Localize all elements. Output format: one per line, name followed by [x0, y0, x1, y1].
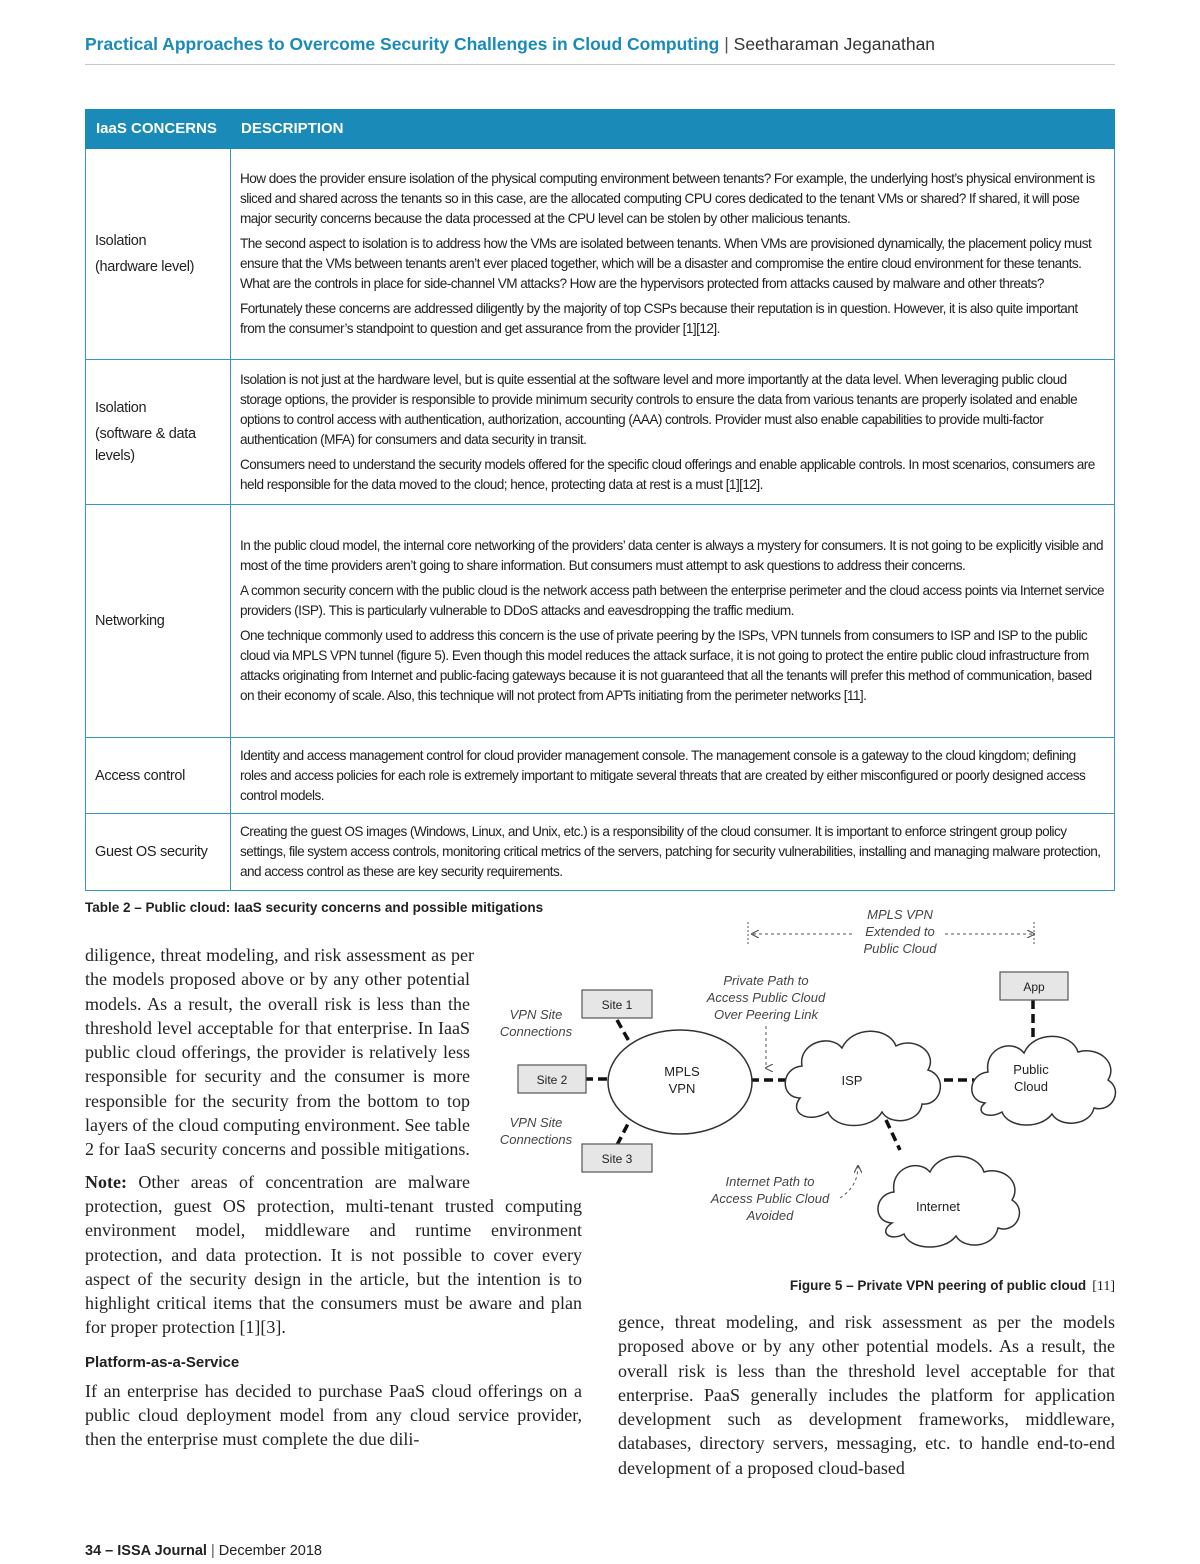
- svg-text:VPN Site: VPN Site: [509, 1007, 563, 1022]
- svg-text:Internet Path to: Internet Path to: [725, 1174, 815, 1189]
- mpls-extended-label: [864, 907, 938, 956]
- svg-text:Over Peering Link: Over Peering Link: [713, 1007, 819, 1022]
- isp-cloud-node: [785, 1031, 940, 1125]
- description-paragraph: Isolation is not just at the hardware level, but is quite essential at the software level and more importantly at the data level. When leveraging public cloud storage options, the provider is responsible to provide minimum security controls to ensure the data from various tenants are properly isolated and enable options to control access with authentication, authorization, accounting (AAA) controls. Provider must also enable capabilities to provide multi-factor authentication (MFA) for consumers and data security in transit.: [240, 371, 1078, 447]
- description-cell: [231, 360, 1115, 505]
- running-header: [85, 34, 1115, 65]
- concern-label: Isolation: [95, 400, 147, 416]
- description-paragraph: Consumers need to understand the security models offered for the specific cloud offerings and enable applicable controls. In most scenarios, consumers are held responsible for the data moved to the cloud; hence, protecting data at rest is a must [1][12].: [240, 456, 1095, 492]
- svg-text:VPN: VPN: [668, 1081, 696, 1096]
- svg-text:Site 3: Site 3: [601, 1152, 633, 1166]
- svg-text:Cloud: Cloud: [1014, 1079, 1048, 1094]
- svg-text:Avoided: Avoided: [746, 1208, 794, 1223]
- private-path-label: [706, 973, 826, 1022]
- concern-label: Access control: [95, 767, 186, 784]
- description-paragraph: How does the provider ensure isolation of the physical computing environment between tenants? For example, the underlying host’s physical environment is sliced and shared across the tenants so in this case, are the allocated computing CPU cores dedicated to the tenant VMs or shared? If shared, it will pose major security concerns because the data processed at the CPU level can be stolen by other malicious tenants.: [240, 171, 1095, 226]
- app-box: [1000, 972, 1068, 1000]
- column-header-description: DESCRIPTION: [231, 110, 1115, 149]
- figure-caption-text: Figure 5 – Private VPN peering of public cloud: [789, 1278, 1087, 1293]
- concern-label: Networking: [95, 613, 165, 629]
- description-paragraph: In the public cloud model, the internal core networking of the providers’ data center is always a mystery for consumers. It is not going to be explicitly visible and most of the time providers aren’t going to share information. But consumers must attempt to ask questions to address their concerns.: [240, 538, 1104, 573]
- section-heading: Platform-as-a-Service: [85, 1353, 240, 1371]
- description-cell: [231, 738, 1115, 814]
- concern-cell: [86, 360, 231, 505]
- svg-text:MPLS: MPLS: [664, 1064, 700, 1079]
- iaas-concerns-table: [85, 109, 1115, 891]
- description-paragraph: One technique commonly used to address this concern is the use of private peering by the ISPs, VPN tunnels from consumers to ISP and ISP to the public cloud via MPLS VPN tunnel (figure 5). Even though this model reduces the attack surface, it is not going to protect the entire public cloud infrastructure from attacks originating from Internet and public-facing gateways because it is not guaranteed that all the tenants will prefer this method of communication, based on their economy of scale. Also, this technique will not protect from APTs initiating from the perimeter networks [11].: [240, 628, 1092, 703]
- right-column: [618, 1310, 1115, 1480]
- table-header-row: [86, 110, 1115, 149]
- table-row: [86, 814, 1115, 891]
- svg-text:Access Public Cloud: Access Public Cloud: [710, 1191, 830, 1206]
- concern-label: Guest OS security: [95, 844, 208, 860]
- internet-cloud-node: [878, 1156, 1020, 1247]
- svg-text:Site 1: Site 1: [601, 998, 633, 1012]
- svg-text:Public Cloud: Public Cloud: [863, 941, 937, 956]
- figure-caption: [790, 1278, 1115, 1295]
- description-paragraph: Fortunately these concerns are addressed diligently by the majority of top CSPs because their reputation is in question. However, it is also quite important from the consumer’s standpoint to question and get assurance from the provider [1][12].: [240, 301, 1078, 336]
- concern-label: Isolation: [95, 233, 147, 249]
- concern-cell: [86, 505, 231, 738]
- link-site1-mpls: [617, 1020, 630, 1043]
- note-label: Note:: [85, 1171, 127, 1192]
- footer-separator: |: [206, 1543, 219, 1559]
- body-paragraph: gence, threat modeling, and risk assessment as per the models proposed above or by any other potential models. As a result, the overall risk is less than the threshold level acceptable for that enterprise. PaaS generally includes the platform for application development such as development frameworks, middleware, databases, directory servers, messaging, etc. to handle end-to-end development of a proposed cloud-based: [618, 1312, 1115, 1478]
- page-footer: [85, 1543, 322, 1559]
- internet-path-label: [710, 1174, 830, 1223]
- concern-cell: [86, 149, 231, 360]
- site-1-box: [582, 990, 652, 1018]
- intro-text: diligence, threat modeling, and risk assessment as per the models proposed above or by any other potential models. As a result, the overall risk is less than the threshold level acceptable for that enterprise. In IaaS public cloud offerings, the provider is relatively less responsible for security and the consumer is more responsible for the security from the bottom to top layers of the cloud computing environment. See table 2 for IaaS security concerns and possible mitigations.: [85, 945, 474, 1160]
- concern-cell: [86, 814, 231, 891]
- page-number-label: 34 – ISSA Journal: [85, 1543, 207, 1559]
- concern-cell: [86, 738, 231, 814]
- svg-text:App: App: [1023, 980, 1045, 994]
- vpn-site-label-top: [500, 1007, 573, 1039]
- vpn-peering-diagram: [490, 898, 1130, 1278]
- svg-text:MPLS VPN: MPLS VPN: [867, 907, 933, 922]
- svg-text:VPN Site: VPN Site: [509, 1115, 563, 1130]
- concern-sublabel: (software & data levels): [95, 426, 196, 464]
- link-site3-mpls: [617, 1120, 630, 1145]
- svg-text:Access Public Cloud: Access Public Cloud: [706, 990, 826, 1005]
- description-paragraph: Creating the guest OS images (Windows, Linux, and Unix, etc.) is a responsibility of the cloud consumer. It is important to enforce stringent group policy settings, file system access controls, monitoring critical metrics of the servers, patching for security vulnerabilities, installing and managing malware protection, and access control as these are key security requirements.: [240, 824, 1101, 879]
- svg-text:Site 2: Site 2: [536, 1073, 568, 1087]
- description-cell: [231, 149, 1115, 360]
- article-author: Seetharaman Jeganathan: [733, 34, 936, 54]
- svg-text:Connections: Connections: [499, 1132, 573, 1147]
- body-paragraph: If an enterprise has decided to purchase PaaS cloud offerings on a public cloud deployment model from any cloud service provider, then the enterprise must complete the due dili-: [85, 1380, 582, 1450]
- description-paragraph: A common security concern with the public cloud is the network access path between the enterprise perimeter and the cloud access points via Internet service providers (ISP). This is particularly vulnerable to DDoS attacks and eavesdropping the traffic medium.: [240, 583, 1104, 618]
- table-row: [86, 360, 1115, 505]
- site-2-box: [518, 1065, 586, 1093]
- internet-path-arrow: [840, 1166, 858, 1198]
- mpls-vpn-node: [608, 1030, 752, 1134]
- table-row: [86, 505, 1115, 738]
- column-header-concerns: IaaS CONCERNS: [86, 110, 231, 149]
- description-cell: [231, 505, 1115, 738]
- vpn-site-label-bottom: [500, 1115, 573, 1147]
- svg-text:Extended to: Extended to: [865, 924, 935, 939]
- site-3-box: [582, 1144, 652, 1172]
- svg-text:Private Path to: Private Path to: [723, 973, 809, 988]
- header-separator: |: [719, 34, 734, 54]
- table-row: [86, 149, 1115, 360]
- issue-date: December 2018: [218, 1543, 322, 1559]
- description-paragraph: The second aspect to isolation is to address how the VMs are isolated between tenants. When VMs are provisioned dynamically, the placement policy must ensure that the VMs between tenants aren’t ever placed together, which will be a disaster and compromise the entire cloud environment for these tenants. What are the controls in place for side-channel VM attacks? How are the hypervisors protected from attacks caused by malware and other threats?: [240, 236, 1092, 291]
- svg-text:Public: Public: [1013, 1062, 1049, 1077]
- svg-text:Internet: Internet: [915, 1199, 961, 1214]
- table-row: [86, 738, 1115, 814]
- concern-sublabel: (hardware level): [95, 259, 195, 275]
- figure-caption-reference: [11]: [1092, 1279, 1115, 1294]
- article-title: Practical Approaches to Overcome Security Challenges in Cloud Computing: [85, 34, 720, 54]
- note-text: Other areas of concentration are malware protection, guest OS protection, multi-tenant trusted computing environment model, middleware and runtime environment protection, and data protection. It is not possible to cover every aspect of the security design in the article, but the intention is to highlight critical items that the consumers must be aware and plan for proper protection [1][3].: [85, 1171, 582, 1338]
- table-caption: Table 2 – Public cloud: IaaS security concerns and possible mitigations: [85, 900, 544, 915]
- link-isp-internet: [886, 1120, 900, 1150]
- public-cloud-node: [972, 1036, 1116, 1125]
- description-paragraph: Identity and access management control for cloud provider management console. The management console is a gateway to the cloud kingdom; defining roles and access policies for each role is extremely important to mitigate several threats that are created by either misconfigured or poorly designed access control models.: [240, 747, 1086, 803]
- svg-text:ISP: ISP: [841, 1073, 863, 1088]
- svg-text:Connections: Connections: [499, 1024, 573, 1039]
- description-cell: [231, 814, 1115, 891]
